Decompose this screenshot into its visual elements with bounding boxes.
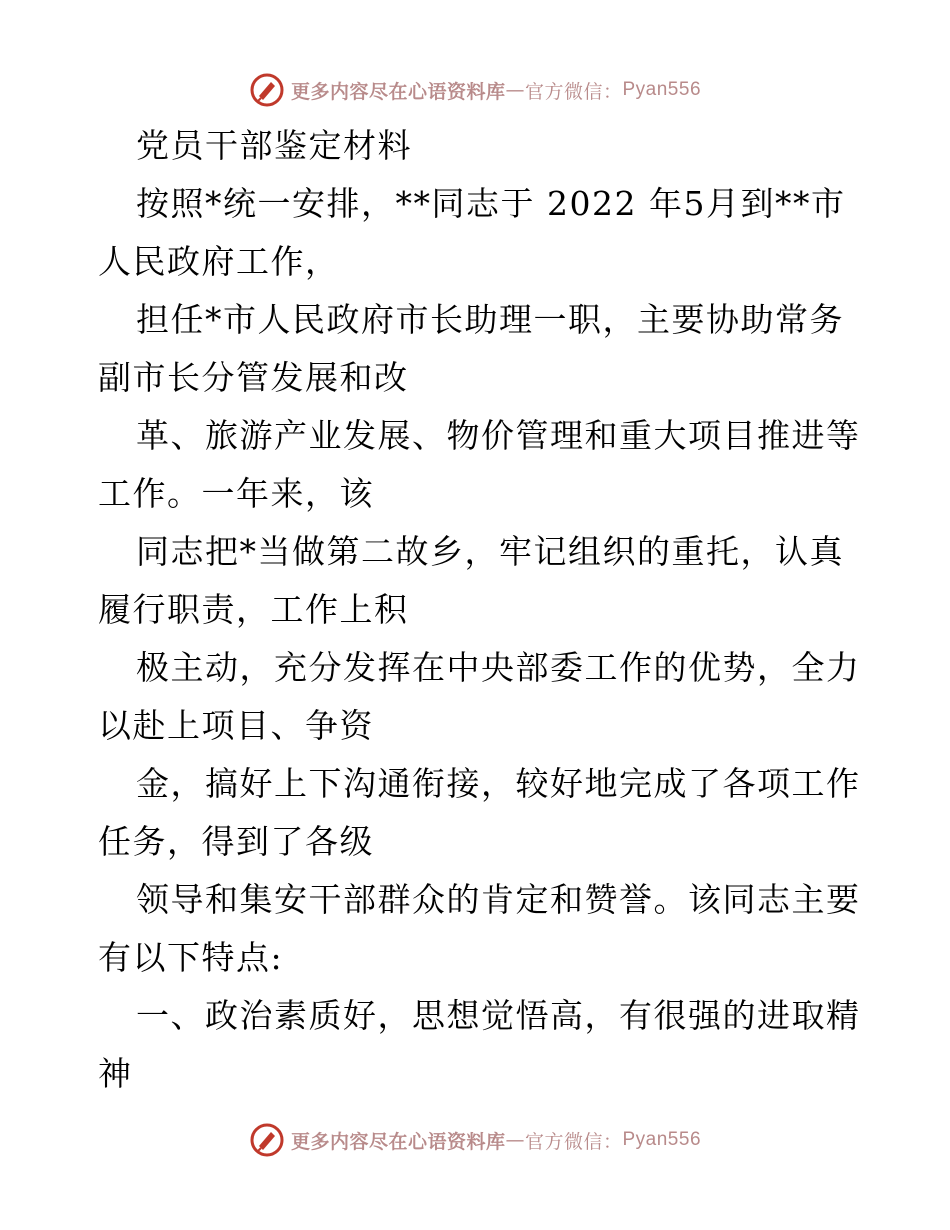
watermark-dash: —	[505, 79, 525, 101]
doc-line: 按照*统一安排，**同志于 2022 年5月到**市	[136, 184, 846, 223]
doc-line: 以赴上项目、争资	[98, 706, 374, 745]
watermark-header	[0, 70, 950, 110]
doc-line: 领导和集安干部群众的肯定和赞誉。该同志主要	[136, 880, 861, 919]
doc-line: 革、旅游产业发展、物价管理和重大项目推进等	[136, 416, 861, 455]
doc-line: 极主动，充分发挥在中央部委工作的优势，全力	[136, 648, 861, 687]
doc-line: 任务，得到了各级	[98, 822, 374, 861]
doc-line: 神	[98, 1054, 133, 1093]
watermark-label: 官方微信：	[524, 1130, 623, 1153]
doc-title: 党员干部鉴定材料	[136, 126, 412, 165]
doc-line: 副市长分管发展和改	[98, 358, 409, 397]
doc-line: 金，搞好上下沟通衔接，较好地完成了各项工作	[136, 764, 861, 803]
watermark-footer	[0, 1120, 950, 1160]
doc-line: 担任*市人民政府市长助理一职，主要协助常务	[136, 300, 844, 339]
watermark-wechat-id: Pyan556	[622, 1129, 702, 1150]
doc-line: 有以下特点:	[98, 938, 284, 977]
watermark-wechat-id: Pyan556	[622, 79, 702, 100]
doc-line: 工作。一年来，该	[98, 474, 374, 513]
doc-line: 人民政府工作，	[98, 242, 340, 281]
watermark-main-text: 更多内容尽在心语资料库	[290, 1130, 506, 1153]
doc-line: 同志把*当做第二故乡，牢记组织的重托，认真	[136, 532, 844, 571]
watermark-dash: —	[505, 1129, 525, 1151]
watermark-label: 官方微信：	[524, 80, 623, 103]
doc-line: 一、政治素质好，思想觉悟高，有很强的进取精	[136, 996, 861, 1035]
logo-icon	[249, 72, 285, 108]
watermark-main-text: 更多内容尽在心语资料库	[290, 80, 506, 103]
logo-icon	[249, 1122, 285, 1158]
doc-line: 履行职责，工作上积	[98, 590, 409, 629]
